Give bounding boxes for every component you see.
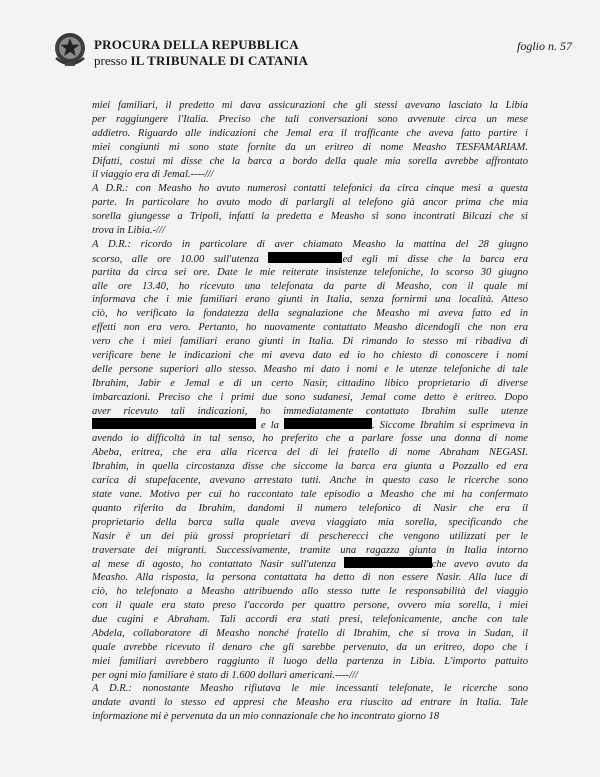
text-line: avendo io difficoltà in tal senso, ho preferito che a parlare fosse una donna di nome [92, 433, 528, 445]
text-line: verificare bene le indicazioni che mi aveva dato ed io ho chiesto di conoscere i nomi [92, 350, 528, 362]
text-line: due cugini e Abraham. Tali accordi era stati presi, telefonicamente, anche con tale [92, 613, 528, 625]
text-line: effetti non era vero. Pertanto, ho nuovamente contattato Measho dicendogli che non era [92, 322, 528, 334]
letterhead [52, 30, 572, 70]
text-line: al mese di agosto, ho contattato Nasir sull'utenza che avevo avuto da [92, 559, 528, 571]
text-line: A D.R.: nonostante Measho rifiutava le mie incessanti telefonate, le ricerche sono [92, 683, 528, 695]
text-line: trova in Libia.-/// [92, 225, 165, 237]
text-line: aver ricevuto tali indicazioni, ho immediatamente contattato Ibrahim sulle utenze [92, 405, 528, 417]
text-line: ciò, ho verificato la fondatezza della segnalazione che Measho mi aveva fatto ed in [92, 308, 528, 320]
text-line: andate avanti lo stesso ed appresi che Measho era riuscito ad entrare in Italia. Tale [92, 697, 528, 709]
court-name: presso IL TRIBUNALE DI CATANIA [94, 53, 309, 68]
text-line: A D.R.: ricordo in particolare di aver chiamato Measho la mattina del 28 giugno [92, 238, 528, 250]
redaction-block [284, 418, 372, 429]
text-line: imbarcazioni. Preciso che i primi due sono sudanesi, Jemal come detto è eritreo. Dopo [92, 391, 528, 403]
italian-republic-emblem-icon [52, 30, 88, 68]
text-line: quale avrebbe ricevuto il denaro che gli sarebbe pervenuto, da un eritreo, dopo che i [92, 641, 528, 653]
text-line: state vane. Motivo per cui ho raccontato tale episodio a Measho che mi ha confermato [92, 488, 528, 500]
text-line: A D.R.: con Measho ho avuto numerosi contatti telefonici da circa cinque mesi a questa [92, 183, 528, 195]
text-line: Abdela, collaboratore di Measho nonché fratello di Ibrahim, che si trova in Sudan, il [92, 627, 528, 639]
testimony-text [92, 99, 528, 724]
text-line: informazione mi è pervenuta da un mio connazionale che ho incontrato giorno 18 [92, 711, 440, 723]
text-line: il viaggio era di Jemal.----/// [92, 169, 214, 181]
text-line: con il quale era stato preso l'accordo per quattro persone, ovvero mia sorella, i miei [92, 600, 528, 612]
text-line: vero che i miei familiari erano giunti in Italia. Di rimando lo stesso mi ribadiva di [92, 336, 528, 348]
text-line: partita da circa sei ore. Date le mie reiterate insistenze telefoniche, lo scorso 30 giugno [92, 266, 528, 278]
redaction-block [92, 418, 174, 429]
text-line: addietro. Riguardo alle indicazioni che Jemal era il trafficante che aveva fatto partire i [92, 127, 528, 139]
text-line: ciò, ho telefonato a Measho attribuendo allo stesso tutte le responsabilità del viaggio [92, 586, 528, 598]
text-line: parte. In particolare ho avuto modo di parlargli al telefono già ancor prima che mia [92, 197, 528, 209]
text-line: per ogni mio familiare è stato di 1.600 dollari americani.----/// [92, 669, 358, 681]
text-line: proprietario della barca sulla quale aveva viaggiato mia sorella, specificando che [92, 516, 528, 528]
redaction-block [268, 252, 342, 263]
text-line: miei familiari avrebbero raggiunto il luogo della partenza in Libia. L'importo pattuito [92, 655, 528, 667]
text-line: quanto riferito da Ibrahim, dandomi il numero telefonico di Nasir che era il [92, 502, 528, 514]
text-line: per raggiungere l'Italia. Preciso che tali conversazioni sono avvenute circa un mese [92, 113, 528, 125]
folio-number: foglio n. 57 [516, 39, 572, 53]
text-line: miei congiunti mi sono state fornite da un eritreo di nome Measho TESFAMARIAM. [92, 141, 528, 153]
text-line: Ibrahim, in quella circostanza disse che siccome la barca era giunta a Pozzallo ed era [92, 461, 528, 473]
office-name: PROCURA DELLA REPUBBLICA [94, 37, 299, 52]
text-line: Abeba, eritrea, che era alla ricerca del di lei fratello di nome Abraham NEGASI. [92, 447, 528, 459]
text-line: delle persone superiori allo stesso. Measho mi dato i nomi e le utenze telefoniche di tale [92, 363, 528, 375]
text-line: alle ore 13.40, ho ricevuto una telefonata da parte di Measho, con il quale mi [92, 280, 528, 292]
redaction-block [174, 418, 256, 429]
text-line: sorella giungesse a Tripoli, infatti la predetta e Measho si sono incontrati Bilcazi che si [92, 211, 528, 223]
text-line: Nasir è un dei più grossi proprietari di pescherecci che vengono utilizzati per le [92, 530, 528, 542]
redaction-block [344, 557, 432, 568]
text-line: e la . Siccome Ibrahim si esprimeva in [92, 418, 528, 432]
text-line: Difatti, costui mi disse che la barca a bordo della quale mia sorella avrebbe affrontato [92, 155, 528, 167]
text-line: Measho. Alla risposta, la persona contattata ha detto di non essere Nasir. Alla luce di [92, 572, 528, 584]
text-line: informava che i mie familiari erano giunti in Italia, senza fornirmi una località. Atteso [92, 294, 528, 306]
text-line: miei familiari, il predetto mi dava assicurazioni che gli stessi avevano lasciato la Libia [92, 100, 528, 111]
text-line: Ibrahim, Jabir e Jemal e di un certo Nasir, cittadino libico proprietario di diverse [92, 377, 528, 389]
text-line: traversate dei migranti. Successivamente, tramite una ragazza giunta in Italia intorno [92, 544, 528, 556]
text-line: carica di stupefacente, avevano arrestato tutti. Anche in questo caso le ricerche sono [92, 475, 528, 487]
text-line: scorso, alle ore 10.00 sull'utenza ed egli mi disse che la barca era [92, 253, 528, 265]
